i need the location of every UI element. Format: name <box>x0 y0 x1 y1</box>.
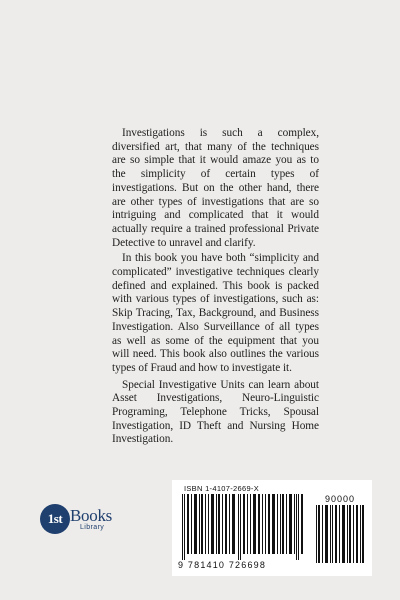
publisher-logo-name: Books <box>70 506 112 525</box>
publisher-logo <box>40 504 130 534</box>
isbn-label: ISBN 1-4107-2669-X <box>184 484 260 493</box>
blurb-paragraph-3: Special Investigative Units can learn about Asset Investigations, Neuro-Linguistic Programing, Telephone Tricks, Spousal Investigation, ID Theft and Nursing Home Investigation. <box>112 378 319 446</box>
barcode-block <box>172 480 372 576</box>
ean-number: 9 781410 726698 <box>178 560 267 570</box>
back-cover-blurb <box>112 127 319 449</box>
price-barcode <box>316 505 364 563</box>
blurb-paragraph-1: Investigations is such a complex, diversified art, that many of the techniques are so simple that it would amaze you as to the simplicity of certain types of investigations. But on the other hand, there are other types of investigations that are so intriguing and complicated that it would actually require a trained professional Private Detective to unravel and clarify. <box>112 127 319 249</box>
publisher-logo-mark <box>40 504 70 534</box>
ean-barcode <box>182 494 304 560</box>
price-code: 90000 <box>324 494 356 504</box>
publisher-logo-mark-text: 1st <box>47 511 63 526</box>
publisher-logo-sub: Library <box>80 524 105 531</box>
blurb-paragraph-2: In this book you have both “simplicity and complicated” investigative techniques clearly defined and explained. This book is packed with various types of investigations, such as: Skip Tracing, Tax, Background, and Business Investigation. Also Surveillance of all types as well as some of the equipment that you will need. This book also outlines the various types of Fraud and how to investigate it. <box>112 252 319 374</box>
